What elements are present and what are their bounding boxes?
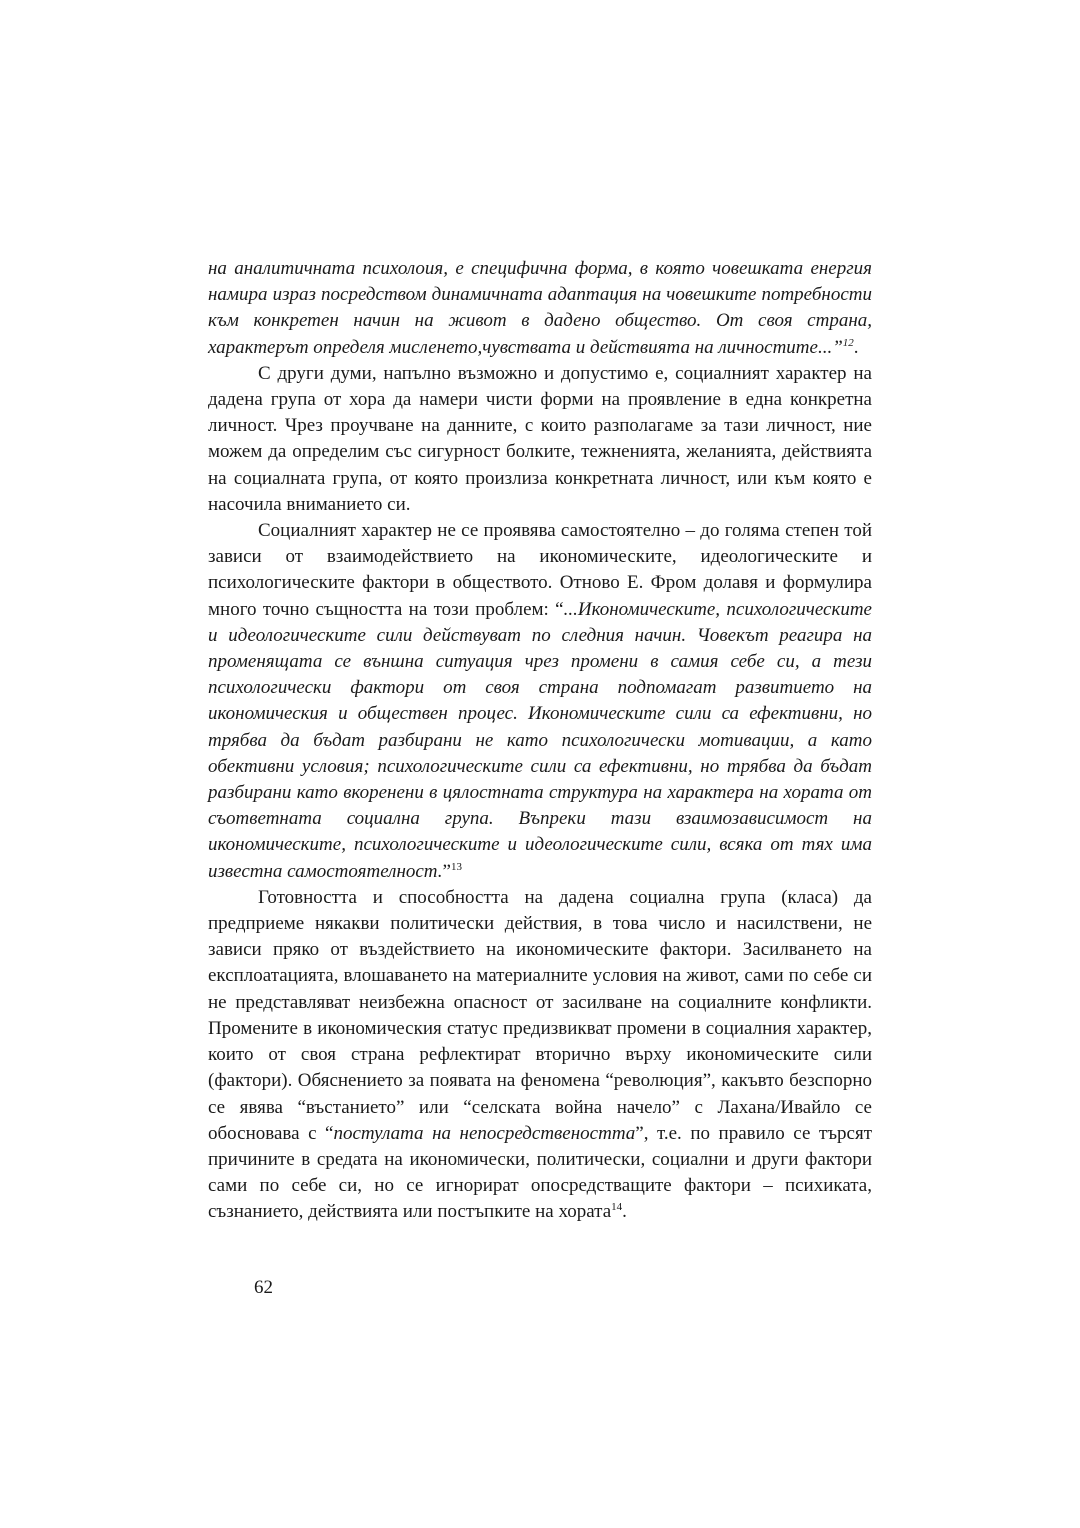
- text-run: С други думи, напълно възможно и допустимо е, социалният характер на дадена група от хора да намери чисти форми на проявление в една конкретна личност. Чрез проучване на данните, с които разполагаме за тази личност, ние можем да определим със сигурност болките, тежненията, желанията, действията на социалната група, от която произлиза конкретната личност, или към която е насочила вниманието си.: [208, 362, 872, 515]
- text-run: постулата на непосредствеността: [333, 1122, 636, 1144]
- paragraph-1: [208, 256, 872, 361]
- paragraph-4: [208, 885, 872, 1226]
- footnote-ref: 12: [842, 336, 854, 349]
- text-run: ”, т.е. по правило се търсят причините в средата на икономически, политически, социални и други фактори сами по себе си, но се игнорират опосредстващите фактори – психиката, съзнанието, действията или постъпките на хората: [208, 1122, 873, 1223]
- footnote-ref: 13: [450, 860, 462, 873]
- page-number: 62: [254, 1277, 273, 1298]
- footnote-ref: 14: [611, 1201, 623, 1214]
- text-run: Готовността и способността на дадена социална група (класа) да предприеме някакви политически действия, в това число и насилствени, не зависи пряко от въздействието на икономическите фактори. Засилването на експлоатацията, влошаването на материалните условия на живот, сами по себе си не представляват неизбежна опасност от засилване на социалните конфликти. Промените в икономическия статус предизвикват промени в социалния характер, които от своя страна рефлектират вторично върху икономическите сили (фактори). Обяснението за появата на феномена “революция”, какъвто безспорно се явява “въстанието” или “селската война начело” с Лахана/Ивайло се обосновава с “: [208, 886, 872, 1144]
- paragraph-2: [208, 361, 872, 518]
- text-run: на аналитичната психолоия, е специфична форма, в която човешката енергия намира израз посредством динамичната адаптация на човешките потребности към конкретен начин на живот в дадено общество. От своя страна, характерът определя мисленето,чувствата и действията на личностите...”: [208, 258, 872, 358]
- body-text: [208, 256, 872, 1226]
- text-run: .: [622, 1201, 627, 1223]
- text-run: ...Икономическите, психологическите и идеологическите сили действуват по следния начин. Човекът реагира на променящата се външна ситуация чрез промени в самия себе си, а тези психологически фактори от своя страна подпомагат развитието на икономическия и обществен процес. Икономическите сили са ефективни, но трябва да бъдат разбирани не като психологически мотивации, а като обективни условия; психологическите сили са ефективни, но трябва да бъдат разбирани като вкоренени в цялостната структура на характера на хората от съответната социална група. Въпреки тази взаимозависимост на икономическите, психологическите и идеологическите сили, всяка от тях има известна самостоятелност.: [208, 598, 872, 882]
- paragraph-3: [208, 518, 872, 885]
- text-run: .: [853, 336, 859, 358]
- text-run: ”: [442, 860, 451, 882]
- text-run: Социалният характер не се проявява самостоятелно – до голяма степен той зависи от взаимодействието на икономическите, идеологическите и психологическите фактори в обществото. Отново Е. Фром долавя и формулира много точно същността на този проблем: “: [208, 520, 872, 620]
